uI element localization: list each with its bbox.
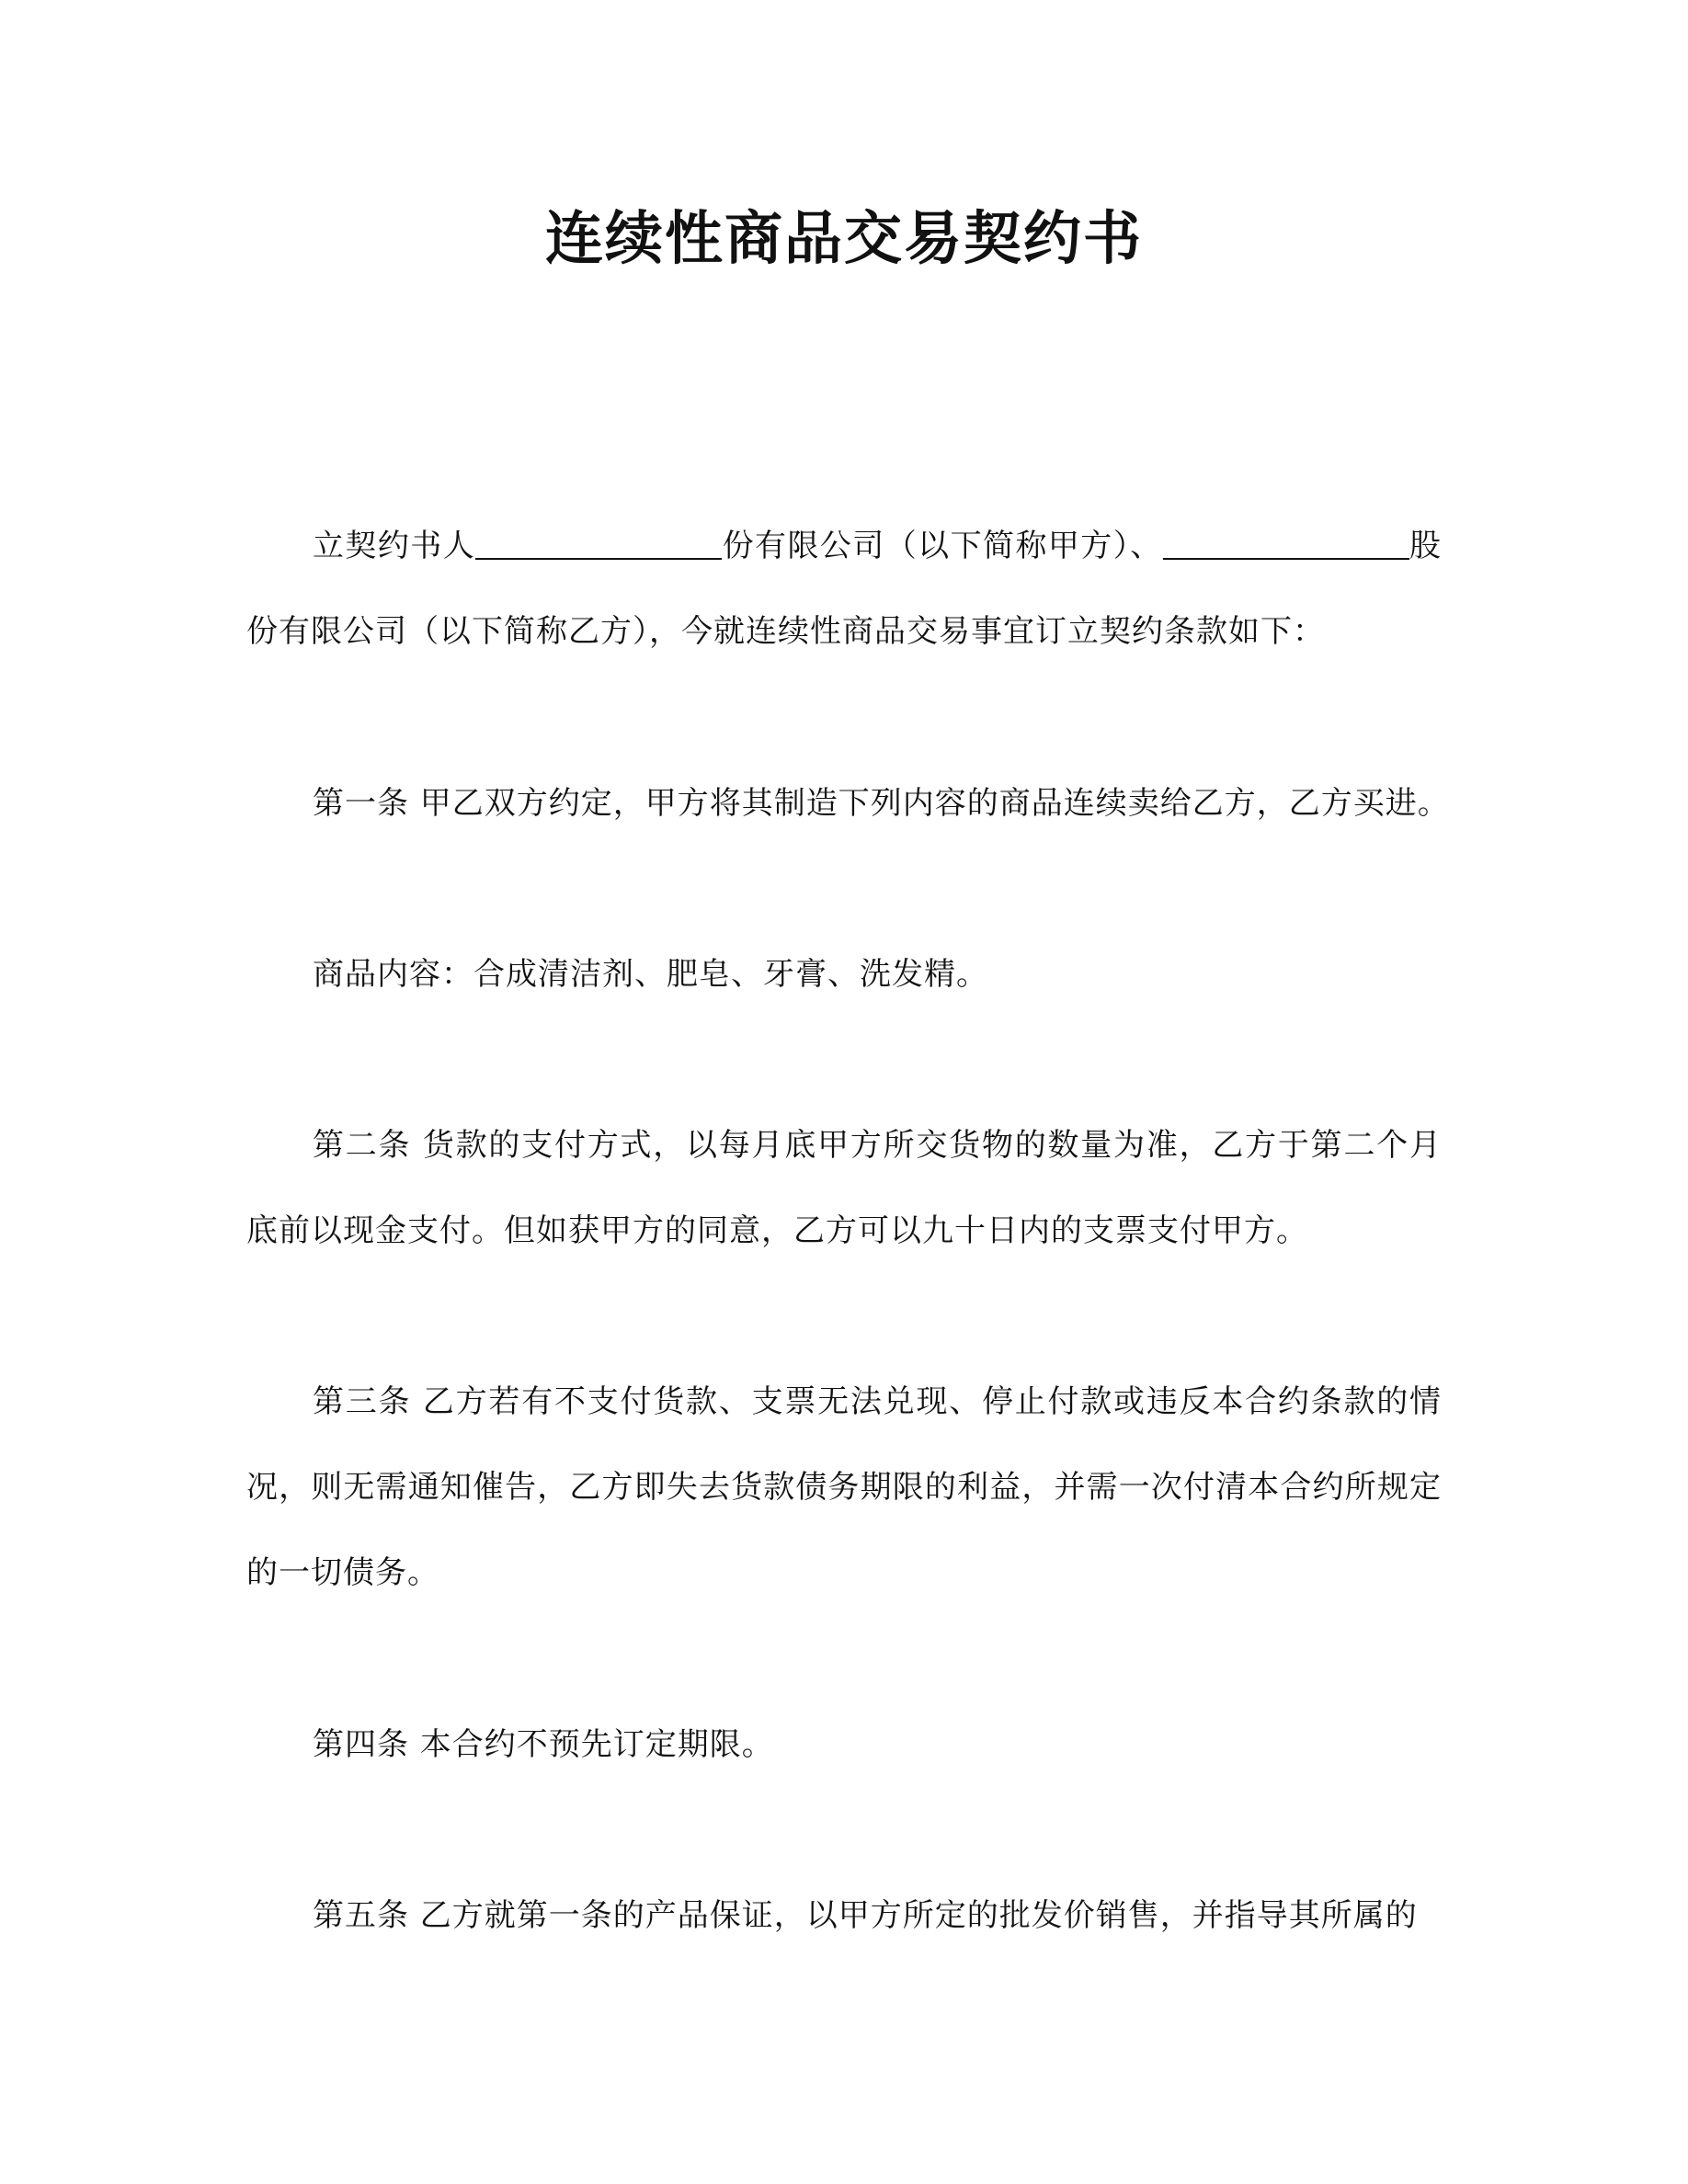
article-5 [246,1873,1442,1959]
party-b-blank-line [1163,530,1409,560]
article-2-text: 第二条 货款的支付方式，以每月底甲方所交货物的数量为准，乙方于第二个月底前以现金支付。但如获甲方的同意，乙方可以九十日内的支票支付甲方。 [246,1127,1442,1249]
product-list-text: 商品内容：合成清洁剂、肥皂、牙膏、洗发精。 [313,956,988,993]
document-title: 连续性商品交易契约书 [545,205,1143,272]
article-3-text: 第三条 乙方若有不支付货款、支票无法兑现、停止付款或违反本合约条款的情况，则无需通知催告，乙方即失去货款债务期限的利益，并需一次付清本合约所规定的一切债务。 [246,1383,1442,1591]
article-1 [246,761,1450,847]
article-4-text: 第四条 本合约不预先订定期限。 [313,1726,774,1763]
article-1-text: 第一条 甲乙双方约定，甲方将其制造下列内容的商品连续卖给乙方，乙方买进。 [313,785,1450,822]
article-2 [246,1103,1442,1274]
preamble-text-1: 立契约书人 [313,528,476,564]
preamble-text-3: 股份有限公司（以下简称乙方），今就连续性商品交易事宜订立契约条款如下： [246,528,1443,650]
article-5-text: 第五条 乙方就第一条的产品保证，以甲方所定的批发价销售，并指导其所属的 [313,1897,1418,1934]
preamble-text-2: 份有限公司（以下简称甲方）、 [722,528,1163,564]
product-list [246,932,1442,1018]
article-3 [246,1359,1442,1616]
preamble-paragraph [246,504,1442,675]
party-a-blank-line [475,530,722,560]
article-4 [246,1702,1442,1788]
